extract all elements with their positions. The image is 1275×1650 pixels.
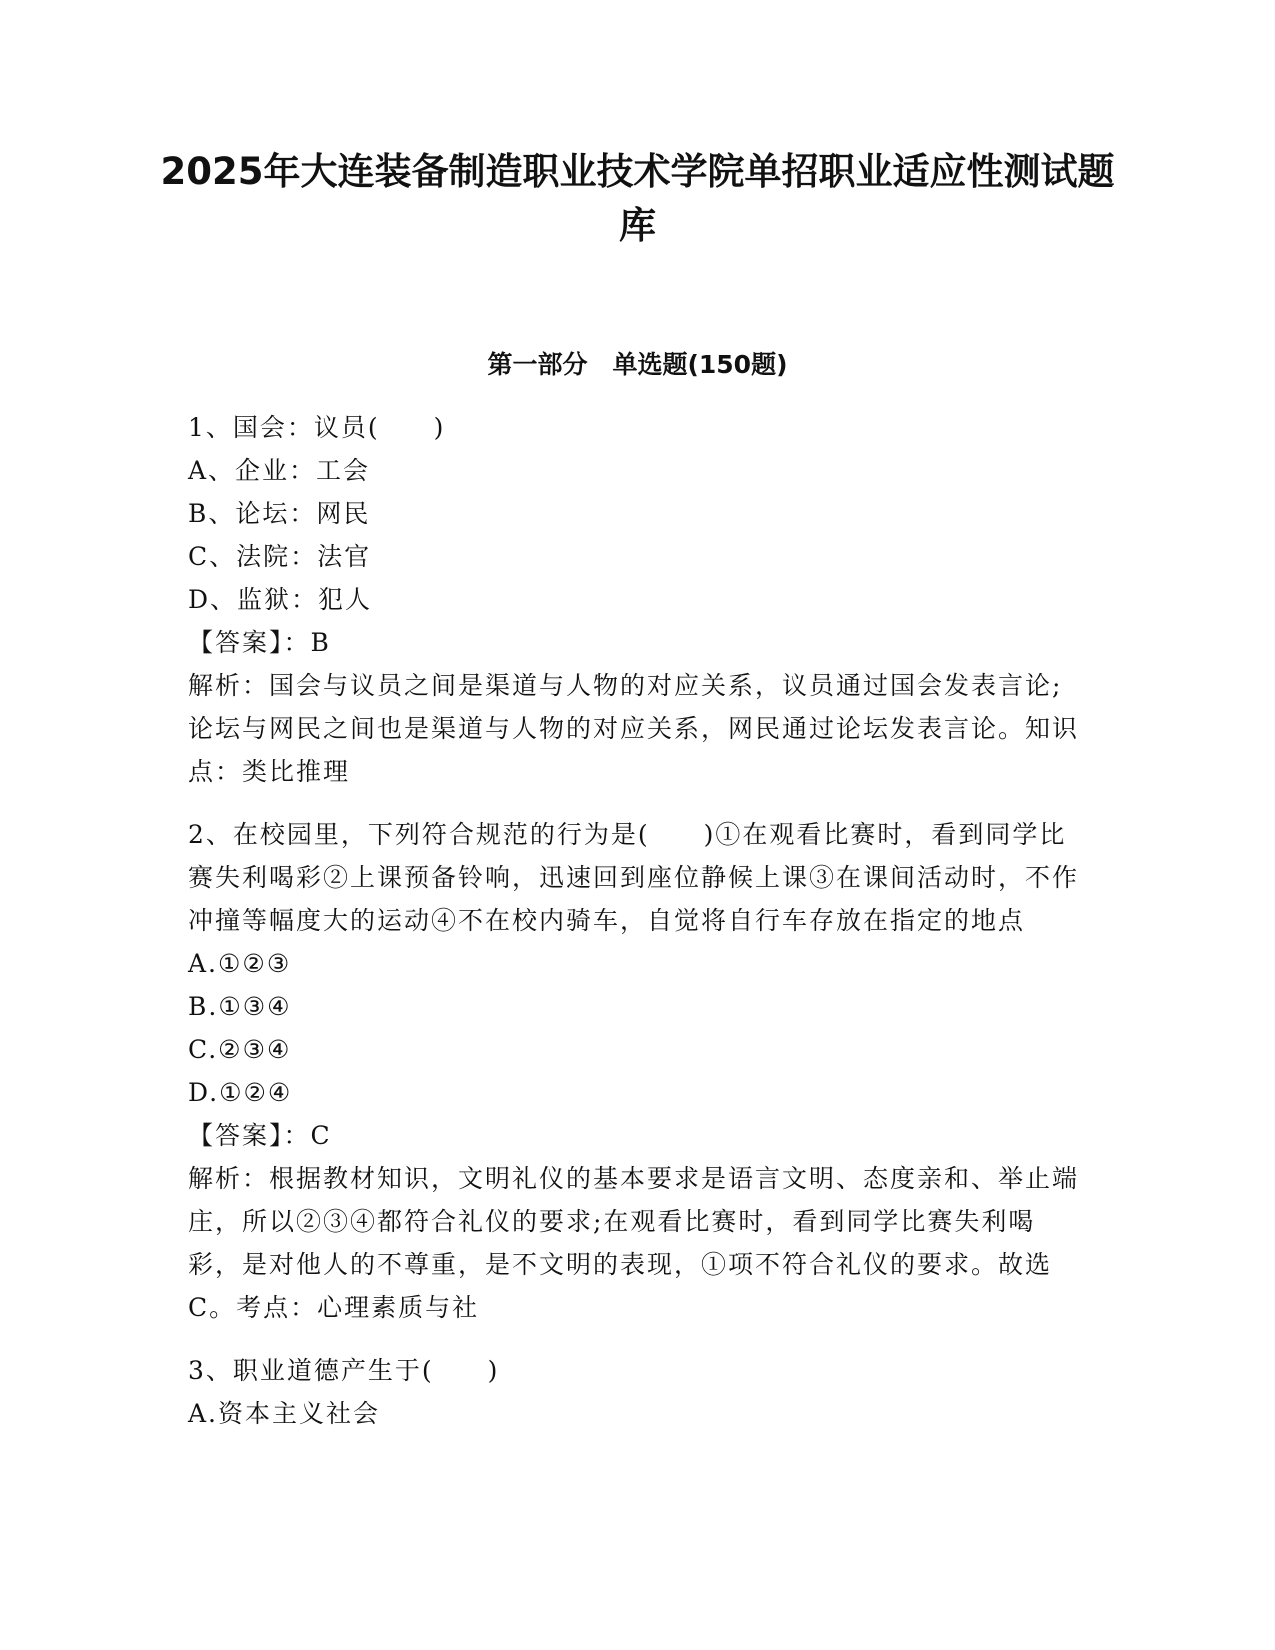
option-d: D.①②④ xyxy=(188,1078,293,1107)
document-title: 2025年大连装备制造职业技术学院单招职业适应性测试题库 xyxy=(160,150,1115,247)
answer-line: 【答案】：C xyxy=(188,1121,332,1150)
analysis-text: 解析：根据教材知识，文明礼仪的基本要求是语言文明、态度亲和、举止端庄，所以②③④都符合礼仪的要求;在观看比赛时，看到同学比赛失利喝彩，是对他人的不尊重，是不文明的表现，①项不符合礼仪的要求。故选C。考点：心理素质与社 xyxy=(188,1164,1080,1322)
option-c: C、法院：法官 xyxy=(188,542,372,571)
option-b: B、论坛：网民 xyxy=(188,499,371,528)
option-d: D、监狱：犯人 xyxy=(188,585,373,614)
option-a: A、企业：工会 xyxy=(188,456,371,485)
question-3 xyxy=(188,1349,1088,1435)
section-title: 第一部分 单选题(150题) xyxy=(487,350,788,379)
question-2 xyxy=(188,813,1088,1329)
question-stem: 3、职业道德产生于( ) xyxy=(188,1356,500,1385)
option-c: C.②③④ xyxy=(188,1035,292,1064)
question-stem: 1、国会：议员( ) xyxy=(188,413,446,442)
question-list xyxy=(188,406,1088,1455)
option-b: B.①③④ xyxy=(188,992,292,1021)
analysis-text: 解析：国会与议员之间是渠道与人物的对应关系，议员通过国会发表言论;论坛与网民之间也是渠道与人物的对应关系，网民通过论坛发表言论。知识点：类比推理 xyxy=(188,671,1080,786)
question-1 xyxy=(188,406,1088,793)
answer-line: 【答案】：B xyxy=(188,628,331,657)
question-stem: 2、在校园里，下列符合规范的行为是( )①在观看比赛时，看到同学比赛失利喝彩②上课预备铃响，迅速回到座位静候上课③在课间活动时，不作冲撞等幅度大的运动④不在校内骑车，自觉将自行车存放在指定的地点 xyxy=(188,820,1080,935)
option-a: A.①②③ xyxy=(188,949,292,978)
option-a: A.资本主义社会 xyxy=(188,1399,381,1428)
